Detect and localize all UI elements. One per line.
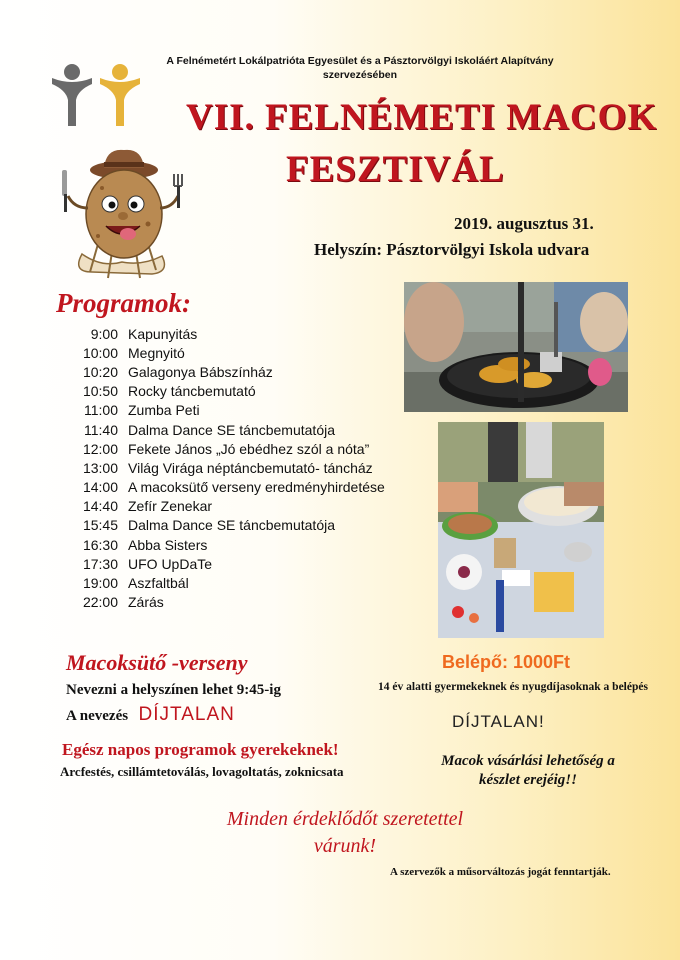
- disclaimer: A szervezők a műsorváltozás jogát fenntartják.: [390, 866, 611, 878]
- schedule-event: Világ Virága néptáncbemutató- táncház: [128, 459, 373, 476]
- event-location: Helyszín: Pásztorvölgyi Iskola udvara: [314, 240, 590, 259]
- schedule-row: [60, 458, 420, 477]
- schedule-time: 10:20: [82, 363, 118, 380]
- schedule-row: [60, 516, 420, 535]
- schedule-event: Kapunyitás: [128, 325, 198, 342]
- schedule-time: 16:30: [82, 536, 118, 553]
- frying-pan-photo: [404, 282, 628, 412]
- schedule-row: [60, 535, 420, 554]
- organizer-text: [140, 54, 580, 82]
- schedule-event: Zefír Zenekar: [128, 498, 213, 515]
- program-schedule: [60, 324, 420, 612]
- schedule-time: 10:50: [82, 383, 118, 400]
- schedule-time: 19:00: [82, 575, 118, 592]
- schedule-row: [60, 420, 420, 439]
- schedule-row: [60, 573, 420, 592]
- food-table-photo: [438, 422, 604, 638]
- contest-heading: Macoksütő -verseny: [66, 650, 248, 675]
- schedule-time: 9:00: [90, 325, 118, 342]
- schedule-event: Dalma Dance SE táncbemutatója: [128, 421, 335, 438]
- contest-fee-label: A nevezés: [66, 708, 129, 724]
- schedule-time: 10:00: [82, 344, 118, 361]
- schedule-event: Fekete János „Jó ebédhez szól a nóta”: [128, 440, 370, 457]
- entry-free-label: DÍJTALAN!: [452, 712, 545, 731]
- organization-logo: [48, 62, 144, 128]
- contest-fee: [66, 704, 235, 726]
- schedule-time: 17:30: [82, 555, 118, 572]
- schedule-time: 11:40: [84, 421, 118, 438]
- kids-programs-list: Arcfestés, csillámtetoválás, lovagoltatás, zoknicsata: [60, 764, 344, 779]
- schedule-row: [60, 362, 420, 381]
- schedule-row: [60, 439, 420, 458]
- title-line-2: FESZTIVÁL: [286, 149, 505, 190]
- schedule-row: [60, 554, 420, 573]
- schedule-event: Zárás: [128, 594, 164, 611]
- schedule-time: 14:00: [82, 479, 118, 496]
- event-date: 2019. augusztus 31.: [454, 214, 594, 233]
- schedule-event: Galagonya Bábszínház: [128, 363, 273, 380]
- purchase-line-1: Macok vásárlási lehetőség a: [441, 753, 615, 769]
- contest-registration: Nevezni a helyszínen lehet 9:45-ig: [66, 682, 281, 698]
- schedule-time: 11:00: [84, 402, 118, 419]
- schedule-time: 13:00: [82, 459, 118, 476]
- schedule-row: [60, 593, 420, 612]
- schedule-event: Megnyitó: [128, 344, 185, 361]
- schedule-event: Dalma Dance SE táncbemutatója: [128, 517, 335, 534]
- entry-discount-note: 14 év alatti gyermekeknek és nyugdíjasoknak a belépés: [378, 681, 648, 693]
- organizer-line-2: szervezésében: [322, 69, 398, 81]
- welcome-message: [180, 806, 510, 860]
- purchase-note: [398, 752, 658, 790]
- entry-price: Belépő: 1000Ft: [442, 652, 571, 672]
- schedule-time: 12:00: [82, 440, 118, 457]
- contest-fee-value: DÍJTALAN: [138, 704, 235, 725]
- schedule-event: A macoksütő verseny eredményhirdetése: [128, 479, 385, 496]
- schedule-row: [60, 324, 420, 343]
- schedule-event: Zumba Peti: [128, 402, 200, 419]
- schedule-row: [60, 401, 420, 420]
- schedule-row: [60, 497, 420, 516]
- schedule-event: Rocky táncbemutató: [128, 383, 256, 400]
- title-line-1: VII. FELNÉMETI MACOK: [186, 97, 658, 138]
- schedule-event: UFO UpDaTe: [128, 555, 213, 572]
- potato-mascot-illustration: [52, 144, 192, 284]
- schedule-row: [60, 343, 420, 362]
- schedule-time: 22:00: [82, 594, 118, 611]
- kids-programs-heading: Egész napos programok gyerekeknek!: [62, 740, 339, 759]
- schedule-event: Abba Sisters: [128, 536, 208, 553]
- welcome-line-2: várunk!: [313, 835, 377, 857]
- purchase-line-2: készlet erejéig!!: [479, 772, 577, 788]
- schedule-row: [60, 382, 420, 401]
- schedule-event: Aszfaltbál: [128, 575, 189, 592]
- schedule-row: [60, 478, 420, 497]
- organizer-line-1: A Felnémetért Lokálpatrióta Egyesület és a Pásztorvölgyi Iskoláért Alapítvány: [166, 55, 554, 67]
- schedule-time: 15:45: [82, 517, 118, 534]
- welcome-line-1: Minden érdeklődőt szeretettel: [226, 808, 464, 830]
- programs-heading: Programok:: [56, 288, 191, 318]
- schedule-time: 14:40: [82, 498, 118, 515]
